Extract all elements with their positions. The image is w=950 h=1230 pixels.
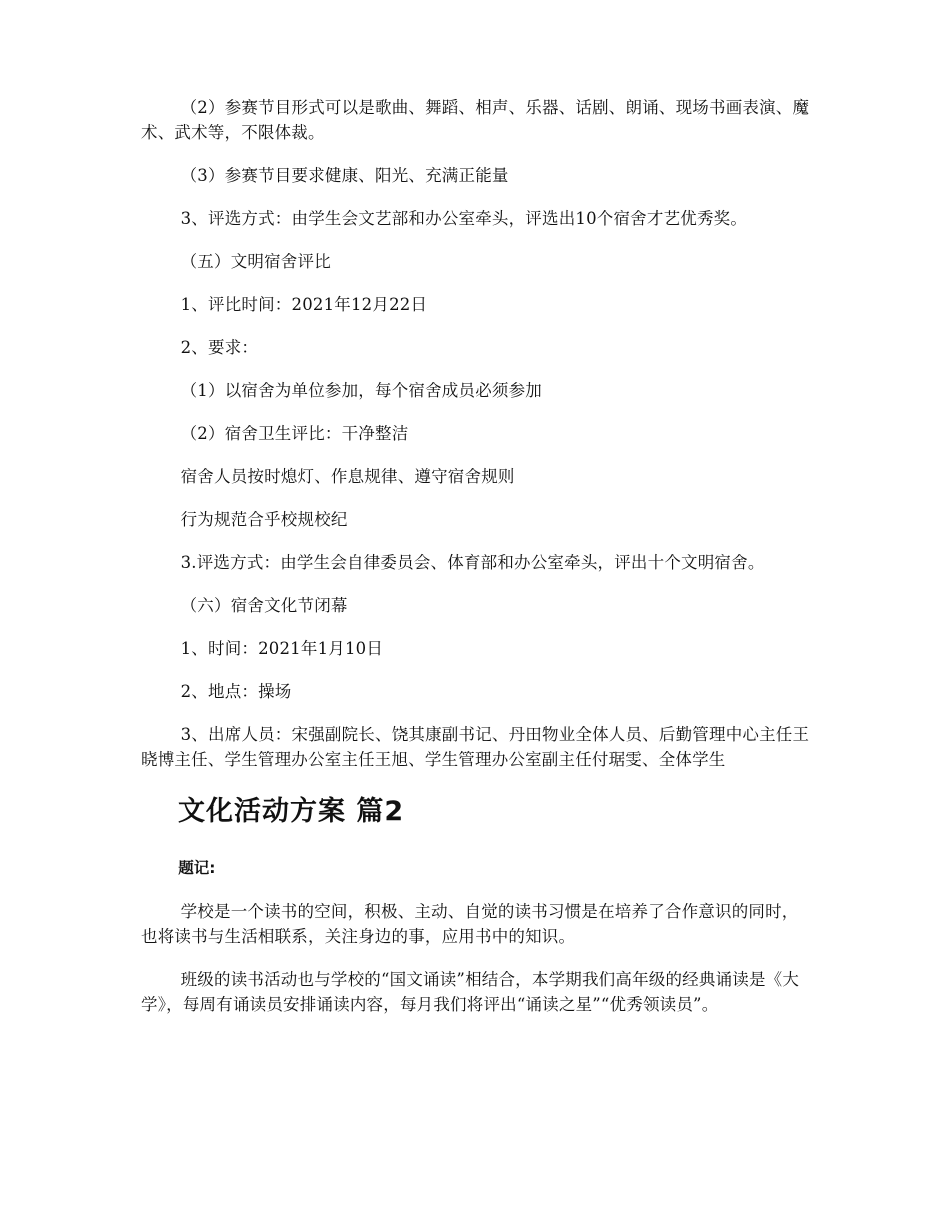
paragraph: 学校是一个读书的空间，积极、主动、自觉的读书习惯是在培养了合作意识的同时，也将读书与生活相联系，关注身边的事，应用书中的知识。	[141, 902, 799, 946]
paragraph: 2、地点：操场	[180, 682, 292, 701]
paragraph: 班级的读书活动也与学校的“国文诵读”相结合，本学期我们高年级的经典诵读是《大学》，每周有诵读员安排诵读内容，每月我们将评出“诵读之星”“优秀领读员”。	[141, 970, 800, 1014]
paragraph: （1）以宿舍为单位参加，每个宿舍成员必须参加	[180, 381, 542, 400]
epigraph-label: 题记:	[178, 859, 216, 877]
section-title: （五）文明宿舍评比	[180, 252, 331, 271]
paragraph: （2）宿舍卫生评比：干净整洁	[180, 424, 409, 443]
paragraph: 3、出席人员：宋强副院长、饶其康副书记、丹田物业全体人员、后勤管理中心主任王晓博主任、学生管理办公室主任王旭、学生管理办公室副主任付琚雯、全体学生	[141, 725, 810, 769]
document-body	[141, 95, 813, 1035]
article-heading: 文化活动方案 篇2	[178, 796, 405, 827]
paragraph: 行为规范合乎校规校纪	[180, 510, 348, 529]
paragraph: 宿舍人员按时熄灯、作息规律、遵守宿舍规则	[180, 467, 515, 486]
paragraph: 1、评比时间：2021年12月22日	[180, 295, 428, 314]
section-title: （六）宿舍文化节闭幕	[180, 596, 348, 615]
paragraph: 3.评选方式：由学生会自律委员会、体育部和办公室牵头，评出十个文明宿舍。	[180, 553, 765, 572]
paragraph: （3）参赛节目要求健康、阳光、充满正能量	[180, 166, 509, 185]
paragraph: 1、时间：2021年1月10日	[180, 639, 384, 658]
paragraph: （2）参赛节目形式可以是歌曲、舞蹈、相声、乐器、话剧、朗诵、现场书画表演、魔术、武术等，不限体裁。	[141, 98, 810, 142]
paragraph: 3、评选方式：由学生会文艺部和办公室牵头，评选出10个宿舍才艺优秀奖。	[180, 209, 748, 228]
paragraph: 2、要求：	[180, 338, 259, 357]
